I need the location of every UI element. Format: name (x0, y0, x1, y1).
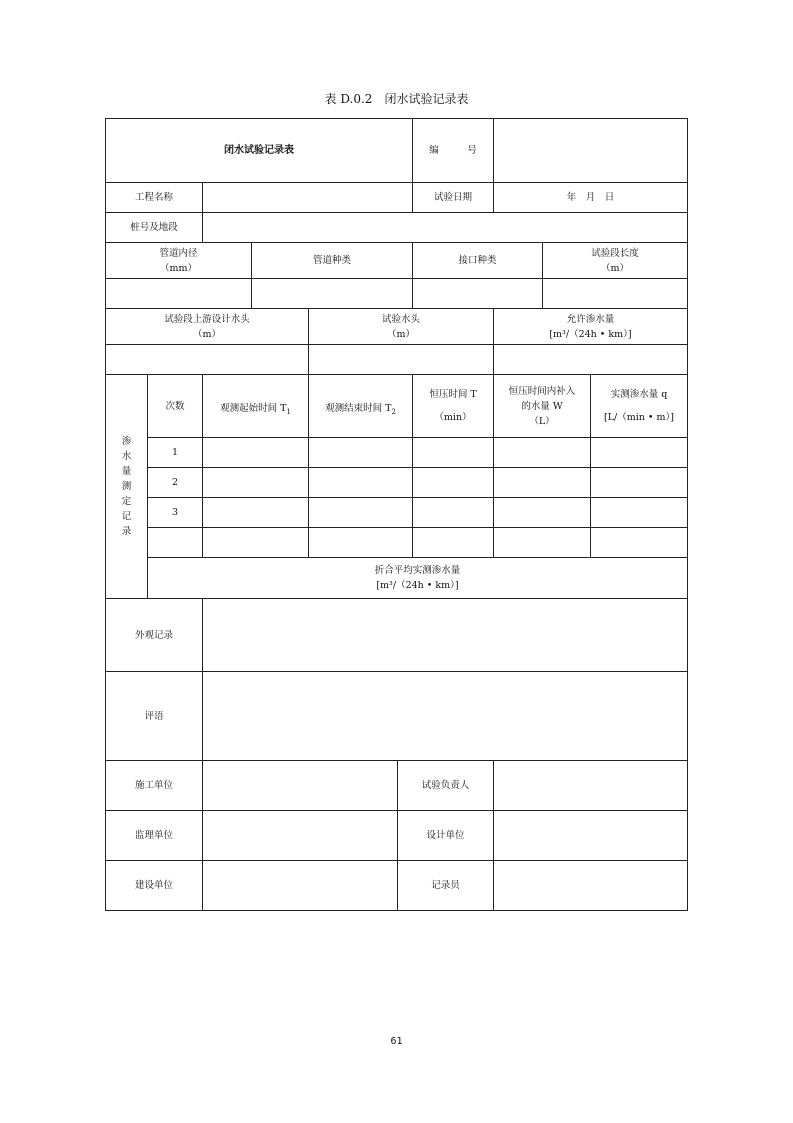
test-date-label-cell (412, 182, 494, 213)
comments-label-cell (105, 671, 203, 761)
side-char: 测 (121, 481, 132, 492)
average-seepage-unit: [m³/（24h • km）] (376, 580, 459, 591)
col-count-label: 次数 (165, 400, 185, 412)
col-actual-header (590, 374, 688, 438)
test-date-label: 试验日期 (433, 192, 472, 203)
test-head-unit: （m） (386, 328, 415, 340)
segment-length-header (542, 242, 688, 279)
number-value-cell[interactable] (493, 118, 688, 183)
project-name-label-cell (105, 182, 203, 213)
segment-length-label: 试验段长度 (591, 247, 639, 259)
row-count-label: 3 (171, 507, 179, 518)
row-start-time-cell[interactable] (202, 497, 309, 528)
col-actual-label: 实测渗水量 q (610, 389, 668, 400)
row-const-time-cell[interactable] (412, 527, 494, 558)
project-name-label: 工程名称 (134, 192, 173, 203)
row-count-label: 1 (171, 447, 179, 458)
row-end-time-cell[interactable] (308, 437, 413, 468)
row-const-time-cell[interactable] (412, 497, 494, 528)
test-head-header (308, 308, 494, 345)
recorder-label-cell (397, 860, 494, 911)
segment-length-unit: （m） (600, 262, 629, 274)
row-count-label: 2 (171, 477, 179, 488)
upstream-head-value[interactable] (105, 344, 309, 375)
row-count-cell (147, 437, 203, 468)
date-placeholder: 年 月 日 (566, 192, 615, 203)
segment-length-value[interactable] (542, 278, 688, 309)
test-date-value-cell[interactable] (493, 182, 688, 213)
joint-type-value[interactable] (412, 278, 543, 309)
row-start-time-cell[interactable] (202, 527, 309, 558)
col-const-time-unit: （min） (434, 412, 472, 423)
joint-type-label: 接口种类 (458, 255, 497, 266)
test-head-value[interactable] (308, 344, 494, 375)
recorder-label: 记录员 (431, 880, 460, 891)
pipe-type-header (251, 242, 413, 279)
col-water-added-unit: （L） (529, 415, 555, 427)
col-count-header (147, 374, 203, 438)
appearance-label: 外观记录 (134, 629, 173, 641)
owner-unit-label: 建设单位 (134, 880, 173, 891)
inner-diameter-label: 管道内径 (159, 247, 198, 259)
number-label: 编 号 (429, 145, 477, 156)
upstream-head-label: 试验段上游设计水头 (164, 313, 250, 325)
page-number: 61 (390, 1036, 403, 1047)
supervision-unit-label: 监理单位 (134, 830, 173, 841)
average-seepage-row (147, 557, 688, 599)
col-end-label: 观测结束时间 $T_2$ (325, 402, 396, 416)
seepage-record-side-label (105, 374, 148, 599)
construction-unit-value[interactable] (202, 760, 398, 811)
col-start-header (202, 374, 309, 438)
recorder-value[interactable] (493, 860, 688, 911)
row-actual-seepage-cell[interactable] (590, 527, 688, 558)
row-count-cell (147, 467, 203, 498)
row-actual-seepage-cell[interactable] (590, 467, 688, 498)
joint-type-header (412, 242, 543, 279)
row-actual-seepage-cell[interactable] (590, 497, 688, 528)
row-start-time-cell[interactable] (202, 437, 309, 468)
project-name-value-cell[interactable] (202, 182, 413, 213)
col-start-label: 观测起始时间 $T_1$ (220, 402, 291, 416)
col-water-added-line1: 恒压时间内补入 (508, 385, 576, 397)
side-char: 记 (121, 511, 132, 522)
row-end-time-cell[interactable] (308, 527, 413, 558)
upstream-head-header (105, 308, 309, 345)
appearance-label-cell (105, 598, 203, 672)
row-water-added-cell[interactable] (493, 437, 591, 468)
row-const-time-cell[interactable] (412, 437, 494, 468)
row-water-added-cell[interactable] (493, 497, 591, 528)
allowed-seepage-label: 允许渗水量 (566, 313, 615, 325)
test-head-label: 试验水头 (381, 313, 420, 325)
comments-value-cell[interactable] (202, 671, 688, 761)
row-start-time-cell[interactable] (202, 467, 309, 498)
station-value-cell[interactable] (202, 212, 688, 243)
comments-label: 评语 (144, 710, 164, 722)
pipe-type-label: 管道种类 (312, 255, 351, 266)
test-leader-label-cell (397, 760, 494, 811)
row-actual-seepage-cell[interactable] (590, 437, 688, 468)
appearance-value-cell[interactable] (202, 598, 688, 672)
construction-unit-label-cell (105, 760, 203, 811)
form-title-cell (105, 118, 413, 183)
station-label: 桩号及地段 (130, 222, 178, 233)
side-char: 水 (121, 451, 132, 462)
station-label-cell (105, 212, 203, 243)
col-water-added-header (493, 374, 591, 438)
inner-diameter-header (105, 242, 252, 279)
row-water-added-cell[interactable] (493, 527, 591, 558)
side-char: 定 (121, 496, 132, 507)
side-char: 量 (121, 466, 132, 477)
number-label-cell (412, 118, 494, 183)
form-title: 闭水试验记录表 (224, 145, 294, 156)
side-char: 录 (121, 526, 132, 537)
row-water-added-cell[interactable] (493, 467, 591, 498)
col-water-added-line2: 的水量 W (521, 400, 563, 412)
supervision-unit-label-cell (105, 810, 203, 861)
supervision-unit-value[interactable] (202, 810, 398, 861)
col-actual-unit: [L/（min • m）] (604, 412, 674, 423)
table-caption: 表 D.0.2 闭水试验记录表 (324, 92, 469, 106)
allowed-seepage-header (493, 308, 688, 345)
side-char: 渗 (121, 436, 132, 447)
col-end-header (308, 374, 413, 438)
design-unit-value[interactable] (493, 810, 688, 861)
test-leader-value[interactable] (493, 760, 688, 811)
row-const-time-cell[interactable] (412, 467, 494, 498)
pipe-type-value[interactable] (251, 278, 413, 309)
allowed-seepage-unit: [m³/（24h • km）] (549, 328, 632, 340)
col-const-time-header (412, 374, 494, 438)
col-const-time-label: 恒压时间 T (429, 389, 477, 400)
row-end-time-cell[interactable] (308, 467, 413, 498)
owner-unit-label-cell (105, 860, 203, 911)
inner-diameter-unit: （mm） (159, 262, 197, 274)
construction-unit-label: 施工单位 (134, 780, 173, 791)
inner-diameter-value[interactable] (105, 278, 252, 309)
design-unit-label: 设计单位 (426, 830, 465, 841)
allowed-seepage-value[interactable] (493, 344, 688, 375)
average-seepage-label: 折合平均实测渗水量 (374, 565, 461, 576)
upstream-head-unit: （m） (192, 328, 221, 340)
test-leader-label: 试验负责人 (421, 780, 470, 791)
row-count-cell (147, 527, 203, 558)
design-unit-label-cell (397, 810, 494, 861)
row-count-cell (147, 497, 203, 528)
owner-unit-value[interactable] (202, 860, 398, 911)
row-end-time-cell[interactable] (308, 497, 413, 528)
